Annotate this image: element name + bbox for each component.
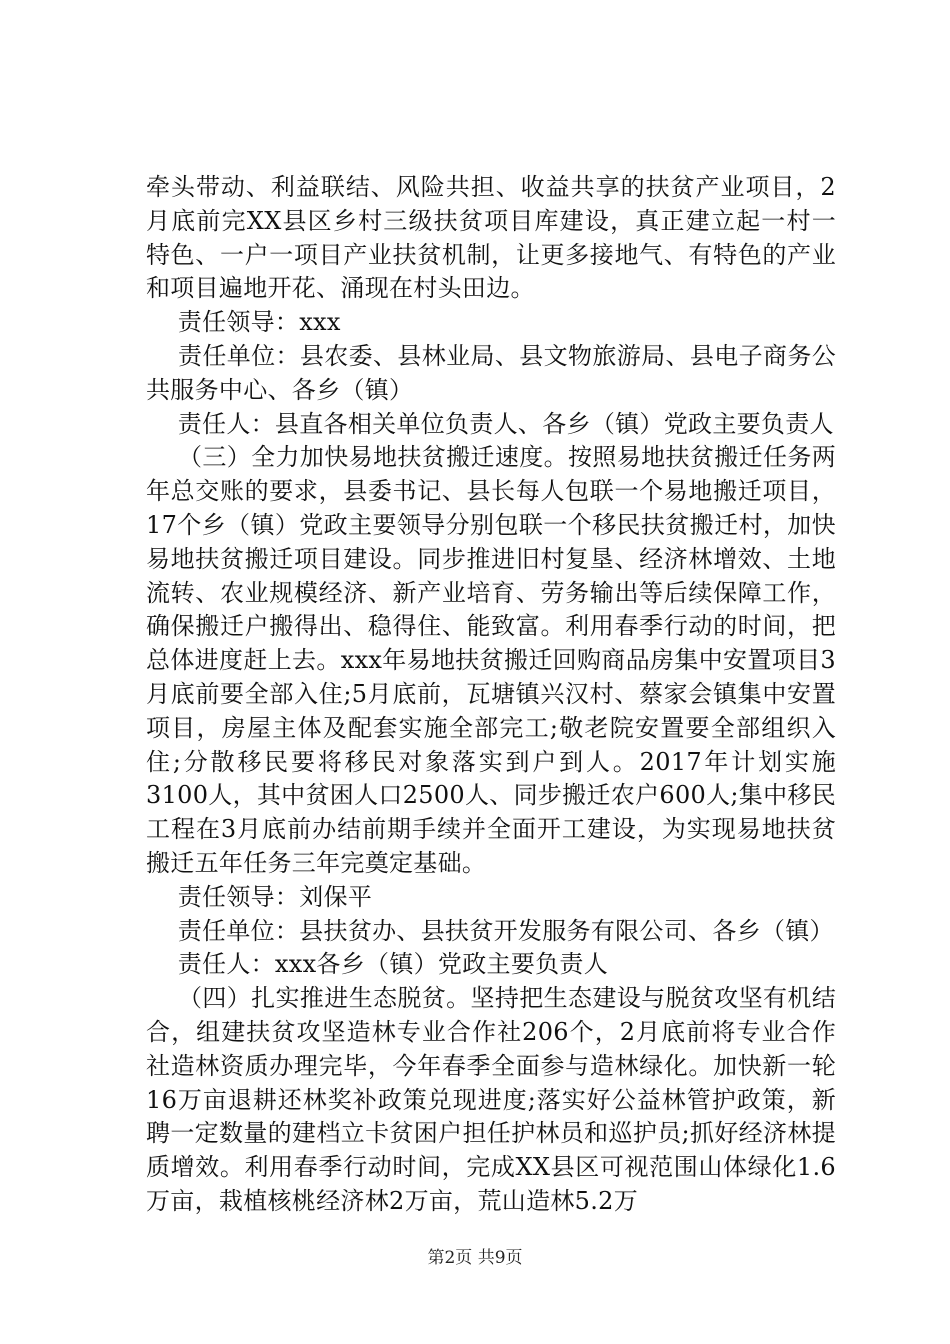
responsible-leader-2: 责任领导：刘保平	[146, 882, 373, 911]
document-body	[146, 171, 836, 1219]
paragraph-relocation: （三）全力加快易地扶贫搬迁速度。按照易地扶贫搬迁任务两年总交账的要求，县委书记、县长每人包联一个易地搬迁项目，17个乡（镇）党政主要领导分别包联一个移民扶贫搬迁村，加快易地扶贫搬迁项目建设。同步推进旧村复垦、经济林增效、土地流转、农业规模经济、新产业培育、劳务输出等后续保障工作，确保搬迁户搬得出、稳得住、能致富。利用春季行动的时间，把总体进度赶上去。xxx年易地扶贫搬迁回购商品房集中安置项目3月底前要全部入住;5月底前，瓦塘镇兴汉村、蔡家会镇集中安置项目，房屋主体及配套实施全部完工;敬老院安置要全部组织入住;分散移民要将移民对象落实到户到人。2017年计划实施3100人，其中贫困人口2500人、同步搬迁农户600人;集中移民工程在3月底前办结前期手续并全面开工建设，为实现易地扶贫搬迁五年任务三年完奠定基础。	[146, 443, 836, 877]
paragraph-industry-projects: 牵头带动、利益联结、风险共担、收益共享的扶贫产业项目，2月底前完XX县区乡村三级扶贫项目库建设，真正建立起一村一特色、一户一项目产业扶贫机制，让更多接地气、有特色的产业和项目遍地开花、涌现在村头田边。	[146, 173, 836, 303]
page-footer	[0, 1243, 950, 1268]
responsible-leader-1: 责任领导：xxx	[146, 308, 341, 337]
responsible-person-1: 责任人：县直各相关单位负责人、各乡（镇）党政主要负责人	[146, 409, 834, 438]
paragraph-ecological: （四）扎实推进生态脱贫。坚持把生态建设与脱贫攻坚有机结合，组建扶贫攻坚造林专业合作社206个，2月底前将专业合作社造林资质办理完毕，今年春季全面参与造林绿化。加快新一轮16万亩退耕还林奖补政策兑现进度;落实好公益林管护政策，新聘一定数量的建档立卡贫困户担任护林员和巡护员;抓好经济林提质增效。利用春季行动时间，完成XX县区可视范围山体绿化1.6万亩，栽植核桃经济林2万亩，荒山造林5.2万	[146, 984, 836, 1215]
responsible-units-2: 责任单位：县扶贫办、县扶贫开发服务有限公司、各乡（镇）	[146, 916, 834, 945]
responsible-units-1: 责任单位：县农委、县林业局、县文物旅游局、县电子商务公共服务中心、各乡（镇）	[146, 341, 836, 404]
page-number: 第2页 共9页	[427, 1248, 523, 1268]
responsible-person-2: 责任人：xxx各乡（镇）党政主要负责人	[146, 950, 609, 979]
